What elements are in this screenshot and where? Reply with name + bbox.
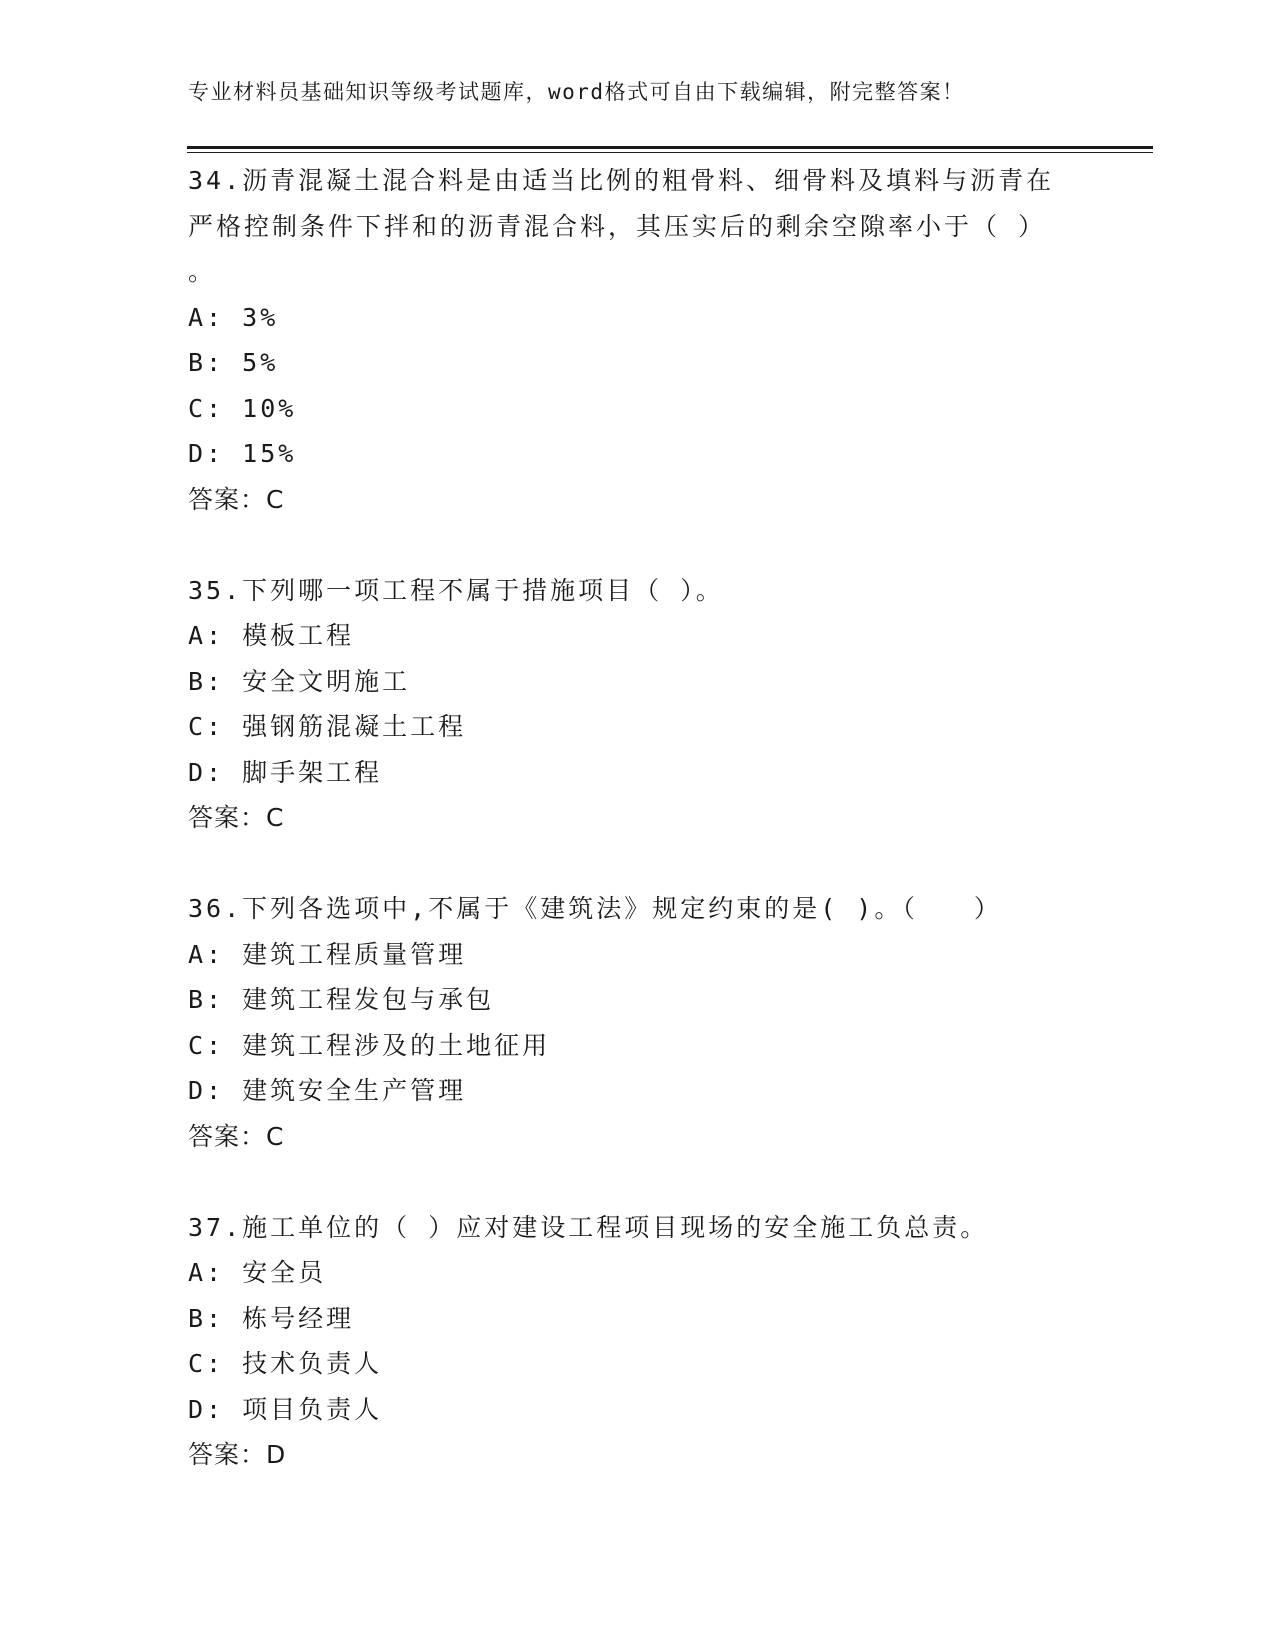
option-c: C: 强钢筋混凝土工程 bbox=[188, 712, 467, 741]
question-stem-line: 36.下列各选项中,不属于《建筑法》规定约束的是( )。（ ） bbox=[188, 894, 1002, 923]
answer-line: 答案：C bbox=[188, 1121, 285, 1151]
question-list bbox=[188, 158, 1088, 1478]
question-34 bbox=[188, 158, 1088, 522]
question-stem-line: 。 bbox=[188, 257, 217, 286]
answer-line: 答案：C bbox=[188, 484, 285, 514]
answer-line: 答案：C bbox=[188, 803, 285, 832]
question-36 bbox=[188, 886, 1088, 1159]
option-c: C: 10% bbox=[188, 393, 297, 423]
answer-line: 答案：D bbox=[188, 1440, 287, 1469]
option-d: D: 项目负责人 bbox=[188, 1394, 383, 1424]
option-d: D: 15% bbox=[188, 439, 297, 468]
option-a: A: 3% bbox=[188, 302, 279, 332]
page-header: 专业材料员基础知识等级考试题库，word格式可自由下载编辑，附完整答案！ bbox=[188, 80, 965, 104]
question-37 bbox=[188, 1205, 1088, 1478]
option-b: B: 栋号经理 bbox=[188, 1303, 355, 1333]
option-c: C: 建筑工程涉及的土地征用 bbox=[188, 1030, 551, 1060]
question-stem-line: 严格控制条件下拌和的沥青混合料，其压实后的剩余空隙率小于（ ） bbox=[188, 211, 1047, 241]
option-d: D: 建筑安全生产管理 bbox=[188, 1076, 467, 1105]
option-a: A: 安全员 bbox=[188, 1258, 327, 1287]
option-b: B: 建筑工程发包与承包 bbox=[188, 985, 495, 1014]
header-rule-thin bbox=[187, 152, 1153, 153]
question-stem-line: 34.沥青混凝土混合料是由适当比例的粗骨料、细骨料及填料与沥青在 bbox=[188, 166, 1055, 195]
option-c: C: 技术负责人 bbox=[188, 1349, 383, 1378]
option-a: A: 建筑工程质量管理 bbox=[188, 939, 467, 969]
question-stem-line: 37.施工单位的（ ）应对建设工程项目现场的安全施工负总责。 bbox=[188, 1212, 989, 1242]
option-b: B: 安全文明施工 bbox=[188, 666, 411, 696]
question-stem-line: 35.下列哪一项工程不属于措施项目（ ）。 bbox=[188, 575, 724, 605]
option-a: A: 模板工程 bbox=[188, 621, 355, 650]
question-35 bbox=[188, 568, 1088, 841]
option-b: B: 5% bbox=[188, 348, 279, 377]
option-d: D: 脚手架工程 bbox=[188, 757, 383, 787]
header-rule-thick bbox=[187, 146, 1153, 149]
